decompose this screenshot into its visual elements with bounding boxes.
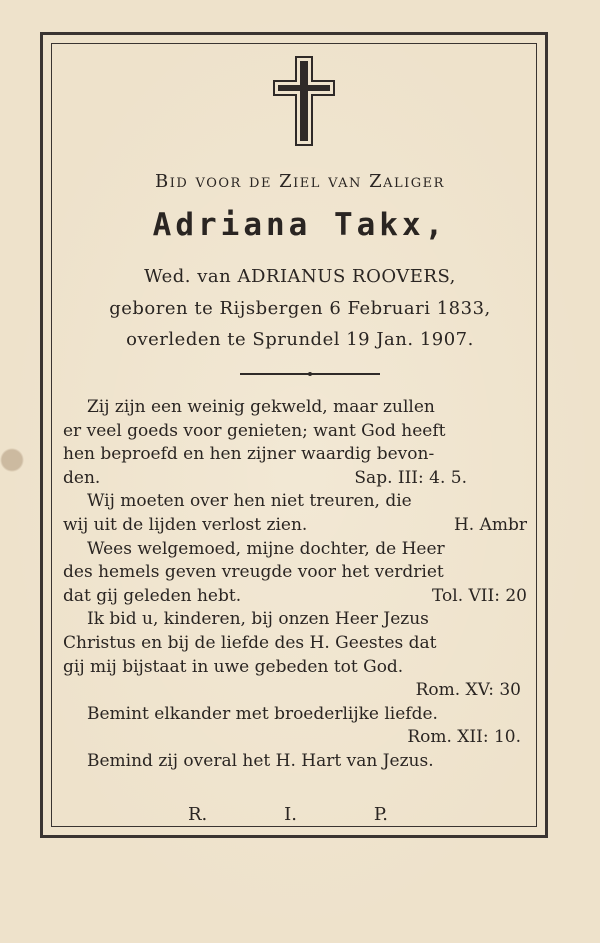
prayer-intro: Bid voor de Ziel van Zaliger (155, 171, 445, 192)
widow-of-line: Wed. van ADRIANUS ROOVERS, (144, 266, 456, 287)
verse-line: Zij zijn een weinig gekweld, maar zullen (87, 397, 435, 417)
verse-line: hen beproefd en hen zijner waardig bevon- (63, 444, 435, 465)
birth-line: geboren te Rijsbergen 6 Februari 1833, (109, 298, 491, 319)
verse-reference-line: Rom. XII: 10. (407, 727, 521, 748)
verse-reference-line: Rom. XV: 30 (415, 680, 521, 701)
verse-line: Wees welgemoed, mijne dochter, de Heer (87, 538, 445, 559)
ornamental-divider (240, 372, 380, 376)
rip-letter: I. (284, 804, 297, 825)
verse-line: Ik bid u, kinderen, bij onzen Heer Jezus (87, 609, 429, 630)
deceased-name: Adriana Takx, (152, 207, 448, 243)
scripture-verses (63, 396, 527, 774)
verse-line: gij mij bijstaat in uwe gebeden tot God. (63, 656, 404, 677)
cross-icon (272, 55, 336, 147)
verse-line: den. Sap. III: 4. 5. (63, 467, 467, 488)
verse-line: wij uit de lijden verlost zien. H. Ambr (63, 514, 527, 535)
verse-line: Christus en bij de liefde des H. Geestes dat (63, 632, 437, 653)
verse-line: Bemind zij overal het H. Hart van Jezus. (87, 750, 434, 771)
rip-letter: P. (373, 804, 388, 825)
death-line: overleden te Sprundel 19 Jan. 1907. (126, 329, 474, 350)
rip-letter: R. (188, 804, 208, 825)
rip-closing (188, 804, 388, 825)
verse-line: Bemint elkander met broederlijke liefde. (87, 703, 438, 724)
verse-line: dat gij geleden hebt. Tol. VII: 20 (63, 585, 527, 606)
verse-line: des hemels geven vreugde voor het verdriet (63, 562, 444, 583)
verse-line: Wij moeten over hen niet treuren, die (87, 491, 412, 512)
verse-line: er veel goeds voor genieten; want God heeft (63, 420, 446, 441)
